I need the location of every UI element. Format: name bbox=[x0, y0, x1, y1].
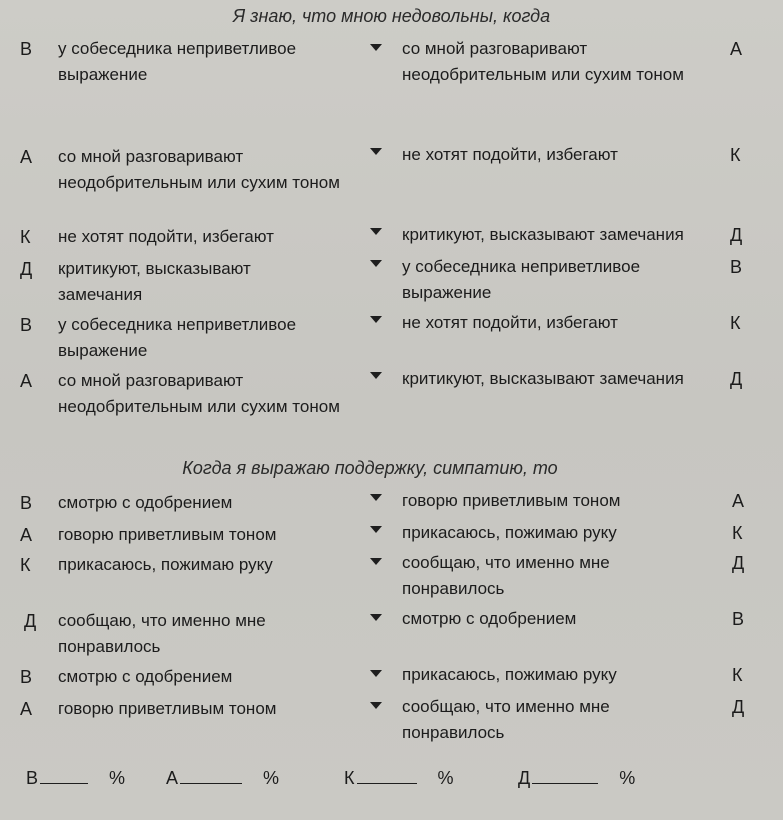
right-letter: К bbox=[732, 523, 743, 543]
right-option[interactable]: сообщаю, что именно мне понравилось bbox=[402, 697, 610, 742]
left-letter: В bbox=[20, 315, 33, 335]
left-letter: Д bbox=[24, 611, 37, 631]
right-letter: А bbox=[730, 39, 743, 59]
left-letter: В bbox=[20, 39, 33, 59]
percent-sign: % bbox=[619, 768, 636, 788]
right-letter: Д bbox=[732, 697, 745, 717]
right-letter: В bbox=[732, 609, 745, 629]
left-letter: А bbox=[20, 525, 33, 545]
dropdown-arrow-icon[interactable] bbox=[370, 494, 382, 501]
right-letter: К bbox=[732, 665, 743, 685]
left-option[interactable]: критикуют, высказывают замечания bbox=[58, 259, 251, 304]
right-letter: В bbox=[730, 257, 743, 277]
section1-title: Я знаю, что мною недовольны, когда bbox=[232, 6, 551, 26]
right-option[interactable]: прикасаюсь, пожимаю руку bbox=[402, 523, 617, 542]
left-option[interactable]: со мной разговаривают неодобрительным или сухим тоном bbox=[58, 371, 340, 416]
left-option[interactable]: у собеседника неприветливое выражение bbox=[58, 315, 297, 360]
right-letter: Д bbox=[730, 369, 743, 389]
right-option[interactable]: говорю приветливым тоном bbox=[402, 491, 621, 510]
total-blank[interactable] bbox=[532, 769, 598, 784]
right-letter: Д bbox=[730, 225, 743, 245]
left-letter: А bbox=[20, 147, 33, 167]
left-option[interactable]: прикасаюсь, пожимаю руку bbox=[58, 555, 273, 574]
left-letter: Д bbox=[20, 259, 33, 279]
total-letter: Д bbox=[518, 768, 531, 788]
percent-sign: % bbox=[109, 768, 126, 788]
dropdown-arrow-icon[interactable] bbox=[370, 526, 382, 533]
dropdown-arrow-icon[interactable] bbox=[370, 44, 382, 51]
right-option[interactable]: критикуют, высказывают замечания bbox=[402, 225, 684, 244]
dropdown-arrow-icon[interactable] bbox=[370, 260, 382, 267]
right-option[interactable]: критикуют, высказывают замечания bbox=[402, 369, 684, 388]
left-letter: А bbox=[20, 371, 33, 391]
left-option[interactable]: смотрю с одобрением bbox=[58, 493, 233, 512]
right-option[interactable]: прикасаюсь, пожимаю руку bbox=[402, 665, 617, 684]
right-option[interactable]: со мной разговаривают неодобрительным или сухим тоном bbox=[402, 39, 684, 84]
percent-sign: % bbox=[263, 768, 280, 788]
section2-title: Когда я выражаю поддержку, симпатию, то bbox=[182, 458, 558, 478]
left-option[interactable]: смотрю с одобрением bbox=[58, 667, 233, 686]
total-letter: А bbox=[166, 768, 179, 788]
left-letter: К bbox=[20, 227, 31, 247]
dropdown-arrow-icon[interactable] bbox=[370, 614, 382, 621]
left-option[interactable]: у собеседника неприветливое выражение bbox=[58, 39, 297, 84]
dropdown-arrow-icon[interactable] bbox=[370, 670, 382, 677]
left-letter: К bbox=[20, 555, 31, 575]
left-option[interactable]: не хотят подойти, избегают bbox=[58, 227, 274, 246]
total-letter: К bbox=[344, 768, 355, 788]
dropdown-arrow-icon[interactable] bbox=[370, 316, 382, 323]
total-field-v bbox=[26, 768, 125, 789]
dropdown-arrow-icon[interactable] bbox=[370, 148, 382, 155]
right-option[interactable]: у собеседника неприветливое выражение bbox=[402, 257, 641, 302]
total-blank[interactable] bbox=[357, 769, 417, 784]
left-letter: В bbox=[20, 667, 33, 687]
total-field-d bbox=[518, 768, 635, 789]
dropdown-arrow-icon[interactable] bbox=[370, 228, 382, 235]
total-blank[interactable] bbox=[180, 769, 242, 784]
dropdown-arrow-icon[interactable] bbox=[370, 558, 382, 565]
left-letter: А bbox=[20, 699, 33, 719]
right-letter: А bbox=[732, 491, 745, 511]
total-blank[interactable] bbox=[40, 769, 88, 784]
left-option[interactable]: говорю приветливым тоном bbox=[58, 525, 277, 544]
left-option[interactable]: говорю приветливым тоном bbox=[58, 699, 277, 718]
right-letter: К bbox=[730, 145, 741, 165]
dropdown-arrow-icon[interactable] bbox=[370, 372, 382, 379]
total-field-k bbox=[344, 768, 454, 789]
right-option[interactable]: сообщаю, что именно мне понравилось bbox=[402, 553, 610, 598]
dropdown-arrow-icon[interactable] bbox=[370, 702, 382, 709]
total-letter: В bbox=[26, 768, 39, 788]
right-option[interactable]: смотрю с одобрением bbox=[402, 609, 577, 628]
right-option[interactable]: не хотят подойти, избегают bbox=[402, 145, 618, 164]
right-letter: К bbox=[730, 313, 741, 333]
right-option[interactable]: не хотят подойти, избегают bbox=[402, 313, 618, 332]
percent-sign: % bbox=[437, 768, 454, 788]
total-field-a bbox=[166, 768, 279, 789]
right-letter: Д bbox=[732, 553, 745, 573]
left-option[interactable]: со мной разговаривают неодобрительным или сухим тоном bbox=[58, 147, 340, 192]
left-option[interactable]: сообщаю, что именно мне понравилось bbox=[58, 611, 266, 656]
left-letter: В bbox=[20, 493, 33, 513]
